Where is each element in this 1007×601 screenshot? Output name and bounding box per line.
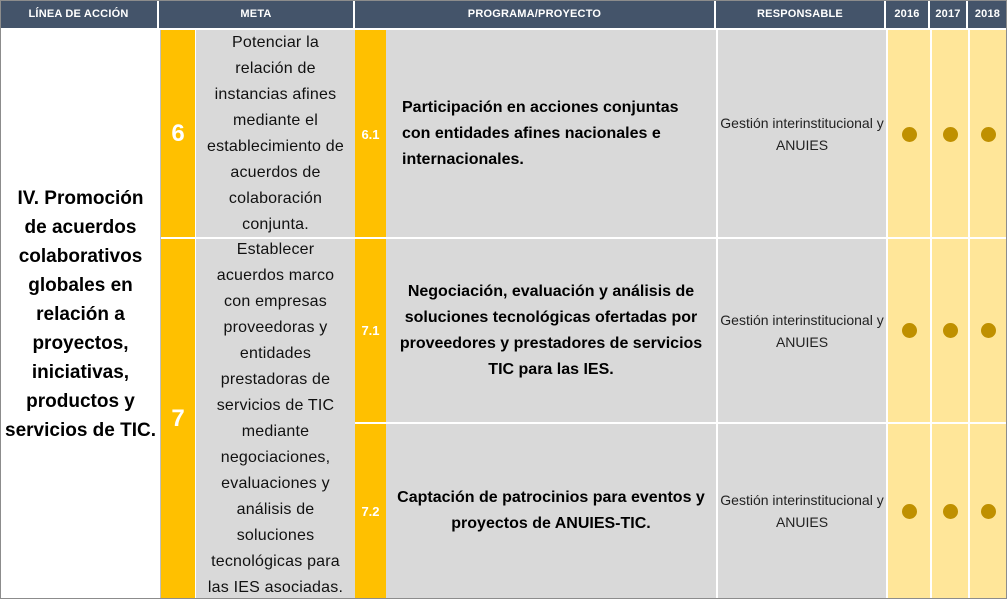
filled-circle-icon: [943, 127, 958, 142]
filled-circle-icon: [981, 127, 996, 142]
responsable-6-1: [716, 30, 886, 238]
year-cell-7-1-2016: [886, 238, 930, 423]
programa-text-7-2-content: Captación de patrocinios para eventos y proyectos de ANUIES-TIC.: [397, 489, 705, 532]
programa-text-7-2: [386, 423, 716, 599]
header-programa: PROGRAMA/PROYECTO: [355, 0, 716, 30]
year-cell-7-1-2018: [968, 238, 1007, 423]
row-divider-meta: [161, 237, 1007, 239]
programa-number-7-2: 7.2: [355, 423, 386, 599]
responsable-7-2: [716, 423, 886, 599]
header-year-2016: 2016: [886, 0, 930, 30]
responsable-6-1-text: Gestión interinstitucional y ANUIES: [720, 115, 884, 153]
year-cell-6-1-2016: [886, 30, 930, 238]
year-cell-7-2-2017: [930, 423, 968, 599]
programa-number-7-1: 7.1: [355, 238, 386, 423]
filled-circle-icon: [981, 323, 996, 338]
year-cell-6-1-2017: [930, 30, 968, 238]
year-cell-7-2-2018: [968, 423, 1007, 599]
filled-circle-icon: [902, 504, 917, 519]
header-responsable: RESPONSABLE: [716, 0, 886, 30]
meta-text-7: [195, 238, 355, 599]
filled-circle-icon: [902, 127, 917, 142]
meta-text-6: [195, 30, 355, 238]
row-divider-programa: [355, 422, 1007, 424]
responsable-7-2-text: Gestión interinstitucional y ANUIES: [720, 492, 884, 530]
header-year-2018: 2018: [968, 0, 1007, 30]
programa-text-6-1-content: Participación en acciones conjuntas con entidades afines nacionales e internacionales.: [402, 99, 679, 168]
filled-circle-icon: [902, 323, 917, 338]
programa-text-7-1: [386, 238, 716, 423]
filled-circle-icon: [943, 323, 958, 338]
linea-accion-cell: [0, 30, 161, 599]
year-cell-7-1-2017: [930, 238, 968, 423]
meta-text-7-content: Establecer acuerdos marco con empresas proveedoras y entidades prestadoras de servicios de TIC mediante negociaciones, evaluaciones y análisis de soluciones tecnológicas para las IES asociadas.: [207, 240, 344, 596]
filled-circle-icon: [943, 504, 958, 519]
header-linea-accion: LÍNEA DE ACCIÓN: [0, 0, 159, 30]
filled-circle-icon: [981, 504, 996, 519]
responsable-7-1: [716, 238, 886, 423]
programa-number-6-1: 6.1: [355, 30, 386, 238]
meta-number-6: 6: [161, 30, 195, 238]
year-cell-6-1-2018: [968, 30, 1007, 238]
responsable-7-1-text: Gestión interinstitucional y ANUIES: [720, 311, 884, 350]
programa-text-7-1-content: Negociación, evaluación y análisis de soluciones tecnológicas ofertadas por proveedores y prestadores de servicios TIC para las IES.: [399, 282, 703, 378]
linea-accion-text: IV. Promoción de acuerdos colaborativos globales en relación a proyectos, iniciativas, productos y servicios de TIC.: [5, 187, 157, 441]
header-year-2017: 2017: [930, 0, 968, 30]
programa-text-6-1: [386, 30, 716, 238]
year-cell-7-2-2016: [886, 423, 930, 599]
header-meta: META: [159, 0, 355, 30]
meta-text-6-content: Potenciar la relación de instancias afines mediante el establecimiento de acuerdos de colaboración conjunta.: [206, 34, 344, 233]
meta-number-7: 7: [161, 238, 195, 599]
